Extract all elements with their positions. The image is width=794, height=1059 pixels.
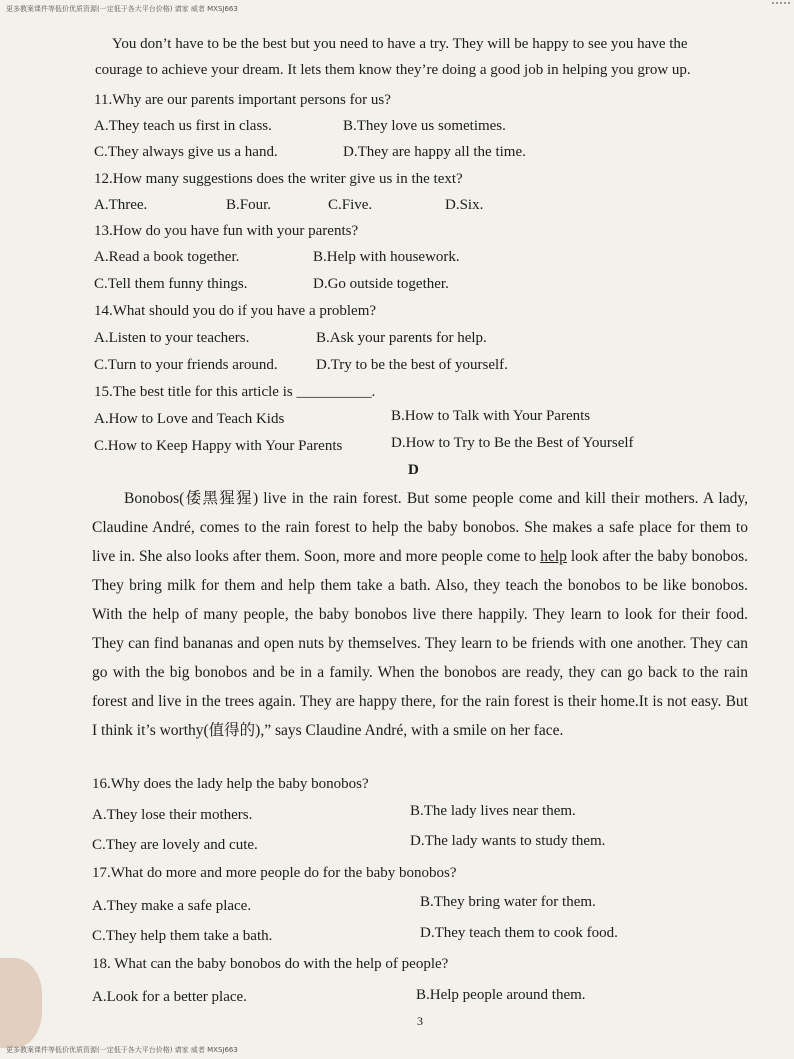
q13-option-d: D.Go outside together. bbox=[313, 276, 449, 292]
question-18: 18. What can the baby bonobos do with the help of people? bbox=[92, 956, 449, 972]
q16-option-a: A.They lose their mothers. bbox=[92, 807, 253, 823]
q14-option-c: C.Turn to your friends around. bbox=[94, 357, 278, 373]
page-number: 3 bbox=[417, 1014, 423, 1028]
q11-option-c: C.They always give us a hand. bbox=[94, 144, 278, 160]
q15-option-b: B.How to Talk with Your Parents bbox=[391, 408, 591, 424]
watermark-top: 更多教案课件等低价优质资源(一定低于各大平台价格) 请家 威者 MXSJ663 bbox=[6, 5, 238, 13]
q17-option-c: C.They help them take a bath. bbox=[92, 928, 273, 944]
corner-mark bbox=[772, 2, 790, 14]
q13-option-c: C.Tell them funny things. bbox=[94, 276, 248, 292]
intro-line-2: courage to achieve your dream. It lets them know they’re doing a good job in helping you grow up. bbox=[95, 62, 691, 78]
q16-option-d: D.The lady wants to study them. bbox=[410, 833, 606, 849]
q12-option-d: D.Six. bbox=[445, 197, 484, 213]
q17-option-d: D.They teach them to cook food. bbox=[420, 925, 618, 941]
q11-option-d: D.They are happy all the time. bbox=[343, 144, 526, 160]
q14-option-d: D.Try to be the best of yourself. bbox=[316, 357, 508, 373]
question-15: 15.The best title for this article is __________. bbox=[94, 384, 376, 400]
q12-option-b: B.Four. bbox=[226, 197, 272, 213]
q13-option-a: A.Read a book together. bbox=[94, 249, 240, 265]
finger-shadow bbox=[0, 958, 42, 1048]
section-d-heading: D bbox=[408, 462, 419, 478]
q15-option-a: A.How to Love and Teach Kids bbox=[94, 411, 285, 427]
q11-option-b: B.They love us sometimes. bbox=[343, 118, 506, 134]
q15-option-c: C.How to Keep Happy with Your Parents bbox=[94, 438, 343, 454]
question-16: 16.Why does the lady help the baby bonobos? bbox=[92, 776, 369, 792]
q12-option-a: A.Three. bbox=[94, 197, 148, 213]
question-14: 14.What should you do if you have a problem? bbox=[94, 303, 377, 319]
passage-d bbox=[92, 484, 748, 745]
question-11: 11.Why are our parents important persons for us? bbox=[94, 92, 391, 108]
q13-option-b: B.Help with housework. bbox=[313, 249, 460, 265]
q11-option-a: A.They teach us first in class. bbox=[94, 118, 272, 134]
q18-option-a: A.Look for a better place. bbox=[92, 989, 247, 1005]
q16-option-b: B.The lady lives near them. bbox=[410, 803, 576, 819]
q14-option-b: B.Ask your parents for help. bbox=[316, 330, 487, 346]
q16-option-c: C.They are lovely and cute. bbox=[92, 837, 258, 853]
passage-underlined-word: help bbox=[540, 548, 567, 565]
q12-option-c: C.Five. bbox=[328, 197, 373, 213]
watermark-bottom: 更多教案课件等低价优质资源(一定低于各大平台价格) 请家 威者 MXSJ663 bbox=[6, 1046, 238, 1054]
question-17: 17.What do more and more people do for the baby bonobos? bbox=[92, 865, 457, 881]
question-13: 13.How do you have fun with your parents? bbox=[94, 223, 359, 239]
q17-option-a: A.They make a safe place. bbox=[92, 898, 252, 914]
q17-option-b: B.They bring water for them. bbox=[420, 894, 596, 910]
q18-option-b: B.Help people around them. bbox=[416, 987, 586, 1003]
question-12: 12.How many suggestions does the writer give us in the text? bbox=[94, 171, 463, 187]
intro-line-1: You don’t have to be the best but you need to have a try. They will be happy to see you have the bbox=[112, 36, 688, 52]
passage-text-start: Bonobos(倭黑猩猩) live in the rain forest. But some people come and kill their mothers. A lady, Claudine André, comes to the rain forest to help the baby bonobos. She makes a safe place for them to live in. She also looks after them. Soon, more and more people come to bbox=[92, 490, 748, 565]
q15-option-d: D.How to Try to Be the Best of Yourself bbox=[391, 435, 634, 451]
q14-option-a: A.Listen to your teachers. bbox=[94, 330, 250, 346]
passage-text-end: look after the baby bonobos. They bring milk for them and help them take a bath. Also, they teach the bonobos to be like bonobos. With the help of many people, the baby bonobos live there happily. They learn to look for their food. They can find bananas and open nuts by themselves. They learn to be friends with one another. They can go with the big bonobos and be in a family. When the bonobos are ready, they can go back to the rain forest and live in the trees again. They are happy there, for the rain forest is their home.It is not easy. But I think it’s worthy(值得的),” says Claudine André, with a smile on her face. bbox=[92, 548, 749, 739]
